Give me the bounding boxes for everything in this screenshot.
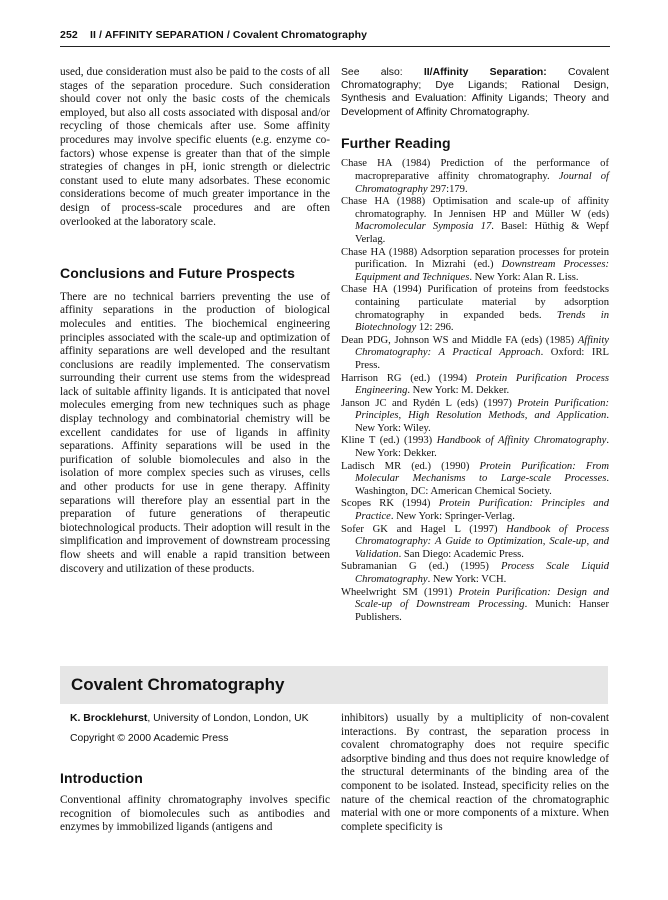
reference-item bbox=[341, 524, 609, 562]
reference-authors: Janson JC and Rydén L (eds) (1997) bbox=[341, 397, 518, 409]
reference-title: Downstream Processes: Equipment and Techniques bbox=[355, 259, 609, 283]
reference-list bbox=[341, 158, 609, 624]
reference-authors: Kline T (ed.) (1993) bbox=[341, 435, 437, 447]
reference-title: Protein Purification: Principles and Practice bbox=[355, 498, 609, 523]
reference-authors: Sofer GK and Hagel L (1997) bbox=[341, 523, 507, 535]
reference-publisher: . New York: M. Dekker. bbox=[407, 385, 510, 397]
reference-item bbox=[341, 587, 609, 625]
reference-publisher: . Washington, DC: American Chemical Society. bbox=[355, 473, 609, 497]
reference-title: Handbook of Affinity Chromatography bbox=[436, 435, 607, 447]
reference-item bbox=[341, 398, 609, 436]
reference-publisher: . San Diego: Academic Press. bbox=[398, 548, 524, 560]
reference-publisher: 297:179. bbox=[427, 183, 468, 195]
reference-publisher: . New York: Dekker. bbox=[355, 435, 609, 460]
byline bbox=[70, 712, 330, 725]
reference-item bbox=[341, 247, 609, 285]
reference-publisher: . New York: VCH. bbox=[427, 574, 507, 585]
reference-authors: Chase HA (1984) Prediction of the performance of macropreparative affinity chromatography. bbox=[341, 158, 609, 182]
reference-authors: Chase HA (1988) Optimisation and scale-up of affinity chromatography. In Jennisen HP and Müller W (eds) bbox=[341, 196, 609, 220]
reference-publisher: . Munich: Hanser Publishers. bbox=[355, 599, 609, 623]
author-affiliation: , University of London, London, UK bbox=[147, 713, 309, 724]
reference-publisher: . New York: Wiley. bbox=[355, 410, 609, 434]
see-also-bold-link[interactable]: II/Affinity Separation: bbox=[423, 67, 547, 78]
reference-publisher: . Basel: Hüthig & Wepf Verlag. bbox=[355, 221, 609, 245]
reference-publisher: . New York: Springer-Verlag. bbox=[390, 511, 515, 523]
right-column bbox=[341, 66, 609, 624]
copyright-line: Copyright © 2000 Academic Press bbox=[70, 733, 229, 744]
cost-paragraph: used, due consideration must also be paid to the costs of all stages of the separation procedure. Such consideration should cover not only the basic costs of the chemicals employed, but also all costs associated with disposal and/or recycling of those chemicals after use. Some affinity procedures may involve specific eluents (e.g. enzyme co-factors) whose expense is greater than that of the simple strategies of changes in pH, ionic strength or dielectric constant used to elute many adsorbates. These economic considerations become of much greater importance in the design of process-scale procedures and are often overlooked at the laboratory scale. bbox=[60, 66, 330, 228]
reference-authors: Ladisch MR (ed.) (1990) bbox=[341, 460, 480, 472]
reference-title: Affinity Chromatography: A Practical Approach bbox=[355, 334, 609, 359]
reference-authors: Wheelwright SM (1991) bbox=[341, 586, 459, 598]
article-title-banner bbox=[60, 666, 608, 704]
running-header bbox=[60, 29, 610, 47]
left-column bbox=[60, 66, 330, 576]
reference-item bbox=[341, 498, 609, 523]
reference-title: Protein Purification Process Engineering bbox=[355, 372, 610, 397]
introduction-paragraph-right: inhibitors) usually by a multiplicity of non-covalent interactions. By contrast, the separation process in covalent chromatography does not require specific adsorptive binding and thus does not require knowledge of the structural determinants of the binding area of the component to be isolated. Instead, specificity relies on the nature of the chemical reaction of the chromatographic material with one or more components of a mixture. When complete specificity is bbox=[341, 712, 609, 833]
reference-item bbox=[341, 335, 609, 373]
introduction-paragraph-left: Conventional affinity chromatography involves specific recognition of biomolecules such as antibodies and enzymes by immobilized ligands (antigens and bbox=[60, 794, 330, 834]
reference-item bbox=[341, 461, 609, 499]
reference-authors: Harrison RG (ed.) (1994) bbox=[341, 372, 476, 384]
reference-item bbox=[341, 158, 609, 196]
reference-item bbox=[341, 284, 609, 334]
reference-authors: Dean PDG, Johnson WS and Middle FA (eds) (1985) bbox=[341, 334, 578, 346]
conclusions-heading: Conclusions and Future Prospects bbox=[60, 265, 296, 282]
reference-item bbox=[341, 196, 609, 246]
reference-title: Journal of Chromatography bbox=[355, 171, 609, 195]
header-rule bbox=[60, 46, 610, 47]
introduction-heading: Introduction bbox=[60, 770, 143, 786]
reference-title: Protein Purification: Design and Scale-up of Downstream Processing bbox=[355, 586, 609, 611]
article-front-matter bbox=[60, 712, 330, 835]
reference-authors: Chase HA (1988) Adsorption separation processes for protein purification. In Mizrahi (ed.) bbox=[341, 246, 609, 271]
reference-item bbox=[341, 373, 609, 398]
reference-publisher: 12: 296. bbox=[416, 322, 454, 334]
reference-title: Macromolecular Symposia 17 bbox=[355, 221, 492, 233]
reference-publisher: . Oxford: IRL Press. bbox=[355, 347, 609, 371]
reference-publisher: . New York: Alan R. Liss. bbox=[469, 271, 579, 283]
running-title: II / AFFINITY SEPARATION / Covalent Chromatography bbox=[90, 29, 368, 41]
reference-title: Handbook of Process Chromatography: A Guide to Optimization, Scale-up, and Validation bbox=[355, 523, 609, 560]
reference-title: Protein Purification: Principles, High Resolution Methods, and Application bbox=[355, 397, 609, 422]
see-also-label: See also: bbox=[341, 67, 403, 78]
see-also-links[interactable]: Covalent Chromatography; Dye Ligands; Rational Design, Synthesis and Evaluation: Affinity Ligands; Theory and Development of Affinity Chromatography. bbox=[341, 67, 609, 118]
reference-authors: Scopes RK (1994) bbox=[341, 498, 439, 510]
reference-title: Protein Purification: From Molecular Mechanisms to Large-scale Processes bbox=[355, 460, 609, 485]
reference-item bbox=[341, 435, 609, 460]
page-number: 252 bbox=[60, 29, 78, 41]
reference-title: Trends in Biotechnology bbox=[355, 309, 609, 334]
reference-authors: Chase HA (1994) Purification of proteins from feedstocks containing particulate material by adsorption chromatography in expanded beds. bbox=[341, 284, 609, 321]
conclusions-paragraph: There are no technical barriers preventing the use of affinity separations in the production of biological molecules and entities. The biochemical engineering principles associated with the scale-up and optimization of affinity separations are well developed and the resultant conclusions are readily implemented. The conservatism surrounding their current use stems from the widespread lack of suitable affinity ligands. It is anticipated that novel molecules emerging from new techniques such as phage display technology and combinatorial chemistry will be excellent candidates for use of ligands in affinity separations. Affinity separations will be used in the purification of soluble biomolecules and also in the isolation of more complex species such as viruses, cells and other products for use in gene therapy. Affinity separations will therefore play an essential part in the preparation of future generations of therapeutic biotechnological products. Their adoption will result in the simplification and improvement of downstream processing flow sheets and will enable a rapid transition between discovery and utilization of these products. bbox=[60, 290, 330, 575]
further-reading-heading: Further Reading bbox=[341, 134, 451, 151]
article-title: Covalent Chromatography bbox=[71, 675, 285, 694]
see-also bbox=[341, 66, 609, 119]
introduction-continued bbox=[341, 712, 609, 834]
author-name: K. Brocklehurst bbox=[70, 713, 148, 724]
reference-title: Process Scale Liquid Chromatography bbox=[355, 561, 609, 585]
reference-authors: Subramanian G (ed.) (1995) bbox=[341, 561, 501, 573]
reference-item bbox=[341, 561, 609, 586]
